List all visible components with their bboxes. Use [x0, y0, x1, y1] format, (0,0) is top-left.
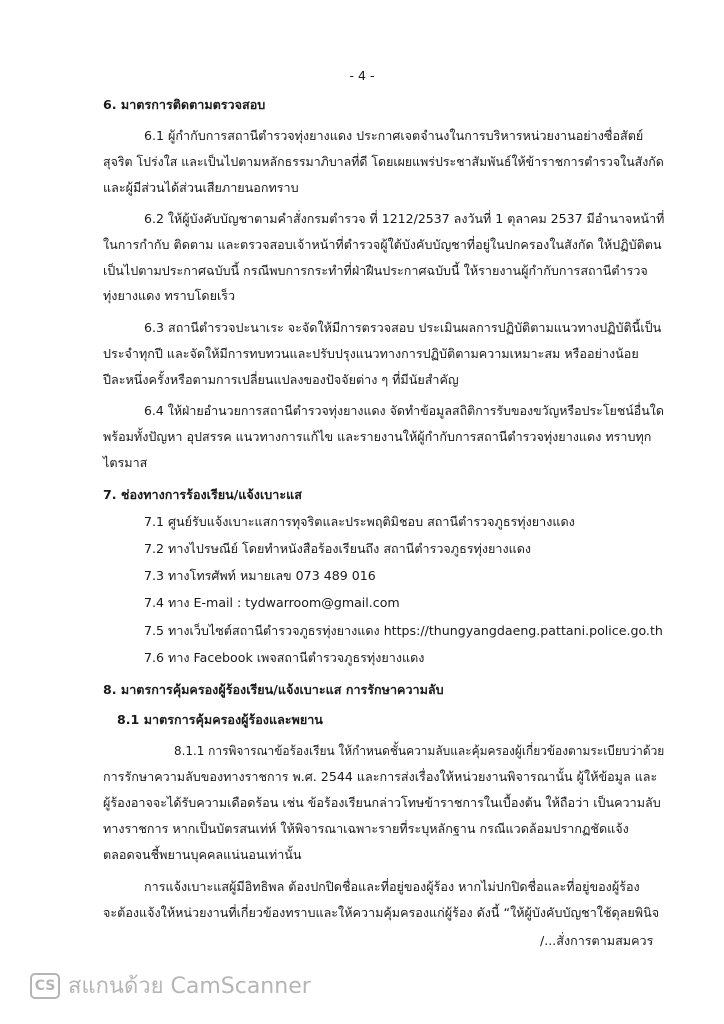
page-number: - 4 - [349, 68, 375, 83]
s8-line: 8.1.1 การพิจารณาข้อร้องเรียน ให้กำหนดชั้นความลับและคุ้มครองผู้เกี่ยวข้องตามระเบียบว่าด้วย [174, 743, 665, 758]
s6-line: 6.1 ผู้กำกับการสถานีตำรวจทุ่งยางแดง ประกาศเจตจำนงในการบริหารหน่วยงานอย่างซื่อสัตย์ [144, 128, 644, 143]
s8-line: ตลอดจนชี้พยานบุคคลแน่นอนเท่านั้น [103, 847, 302, 862]
s6-line: ในการกำกับ ติดตาม และตรวจสอบเจ้าหน้าที่ตำรวจผู้ใต้บังคับบัญชาที่อยู่ในปกครองในสังกัด ให้ปฏิบัติตน [103, 237, 662, 252]
s6-line: และผู้มีส่วนได้ส่วนเสียภายนอกทราบ [103, 180, 299, 195]
s7-item: 7.6 ทาง Facebook เพจสถานีตำรวจภูธรทุ่งยางแดง [144, 650, 425, 665]
s6-line: สุจริต โปร่งใส และเป็นไปตามหลักธรรมาภิบาลที่ดี โดยเผยแพร่ประชาสัมพันธ์ให้ข้าราชการตำรวจในสังกัด [103, 154, 664, 169]
s6-line: 6.3 สถานีตำรวจปะนาเระ จะจัดให้มีการตรวจสอบ ประเมินผลการปฏิบัติตามแนวทางปฏิบัตินี้เป็น [144, 320, 662, 335]
watermark-text: สแกนด้วย CamScanner [68, 974, 311, 999]
camscanner-watermark [30, 968, 311, 1003]
s6-line: 6.2 ให้ผู้บังคับบัญชาตามคำสั่งกรมตำรวจ ที่ 1212/2537 ลงวันที่ 1 ตุลาคม 2537 มีอำนาจหน้าที่ [144, 211, 665, 226]
continuation-marker: /...สั่งการตามสมควร [540, 933, 654, 948]
s7-item: 7.5 ทางเว็บไซต์สถานีตำรวจภูธรทุ่งยางแดง https://thungyangdaeng.pattani.police.go.th [144, 623, 663, 638]
s6-line: เป็นไปตามประกาศฉบับนี้ กรณีพบการกระทำที่ฝ่าฝืนประกาศฉบับนี้ ให้รายงานผู้กำกับการสถานีตำรวจ [103, 263, 648, 278]
section-7-heading: 7. ช่องทางการร้องเรียน/แจ้งเบาะแส [103, 487, 302, 502]
s8-line: จะต้องแจ้งให้หน่วยงานที่เกี่ยวข้องทราบและให้ความคุ้มครองแก่ผู้ร้อง ดังนี้ “ให้ผู้บังคับบัญชาใช้ดุลยพินิจ [103, 905, 660, 920]
s7-item: 7.4 ทาง E-mail : tydwarroom@gmail.com [144, 595, 400, 610]
section-6-heading: 6. มาตรการติดตามตรวจสอบ [103, 97, 266, 112]
s6-line: ประจำทุกปี และจัดให้มีการทบทวนและปรับปรุงแนวทางการปฏิบัติตามความเหมาะสม หรืออย่างน้อย [103, 346, 639, 361]
s8-line: ทางราชการ หากเป็นบัตรสนเท่ห์ ให้พิจารณาเฉพาะรายที่ระบุหลักฐาน กรณีแวดล้อมปรากฏชัดแจ้ง [103, 821, 629, 836]
s6-line: 6.4 ให้ฝ่ายอำนวยการสถานีตำรวจทุ่งยางแดง จัดทำข้อมูลสถิติการรับของขวัญหรือประโยชน์อื่นใด [144, 403, 664, 418]
s7-item: 7.3 ทางโทรศัพท์ หมายเลข 073 489 016 [144, 568, 376, 583]
s6-line: พร้อมทั้งปัญหา อุปสรรค แนวทางการแก้ไข และรายงานให้ผู้กำกับการสถานีตำรวจทุ่งยางแดง ทราบทุก [103, 429, 652, 444]
s8-line: ผู้ร้องอาจจะได้รับความเดือดร้อน เช่น ข้อร้องเรียนกล่าวโทษข้าราชการในเบื้องต้น ให้ถือว่า เป็นความลับ [103, 795, 661, 810]
section-8-heading: 8. มาตรการคุ้มครองผู้ร้องเรียน/แจ้งเบาะแส การรักษาความลับ [103, 682, 444, 697]
camscanner-logo-icon: CS [30, 973, 60, 999]
s7-item: 7.1 ศูนย์รับแจ้งเบาะแสการทุจริตและประพฤติมิชอบ สถานีตำรวจภูธรทุ่งยางแดง [144, 514, 575, 529]
s6-line: ทุ่งยางแดง ทราบโดยเร็ว [103, 288, 236, 303]
section-8-1-heading: 8.1 มาตรการคุ้มครองผู้ร้องและพยาน [117, 712, 323, 727]
s7-item: 7.2 ทางไปรษณีย์ โดยทำหนังสือร้องเรียนถึง สถานีตำรวจภูธรทุ่งยางแดง [144, 541, 532, 556]
s8-line: การแจ้งเบาะแสผู้มีอิทธิพล ต้องปกปิดชื่อและที่อยู่ของผู้ร้อง หากไม่ปกปิดชื่อและที่อยู่ของผู้ร้อง [144, 879, 640, 894]
s6-line: ปีละหนึ่งครั้งหรือตามการเปลี่ยนแปลงของปัจจัยต่าง ๆ ที่มีนัยสำคัญ [103, 372, 459, 387]
s6-line: ไตรมาส [103, 455, 148, 470]
s8-line: การรักษาความลับของทางราชการ พ.ศ. 2544 และการส่งเรื่องให้หน่วยงานพิจารณานั้น ผู้ให้ข้อมูล และ [103, 769, 658, 784]
